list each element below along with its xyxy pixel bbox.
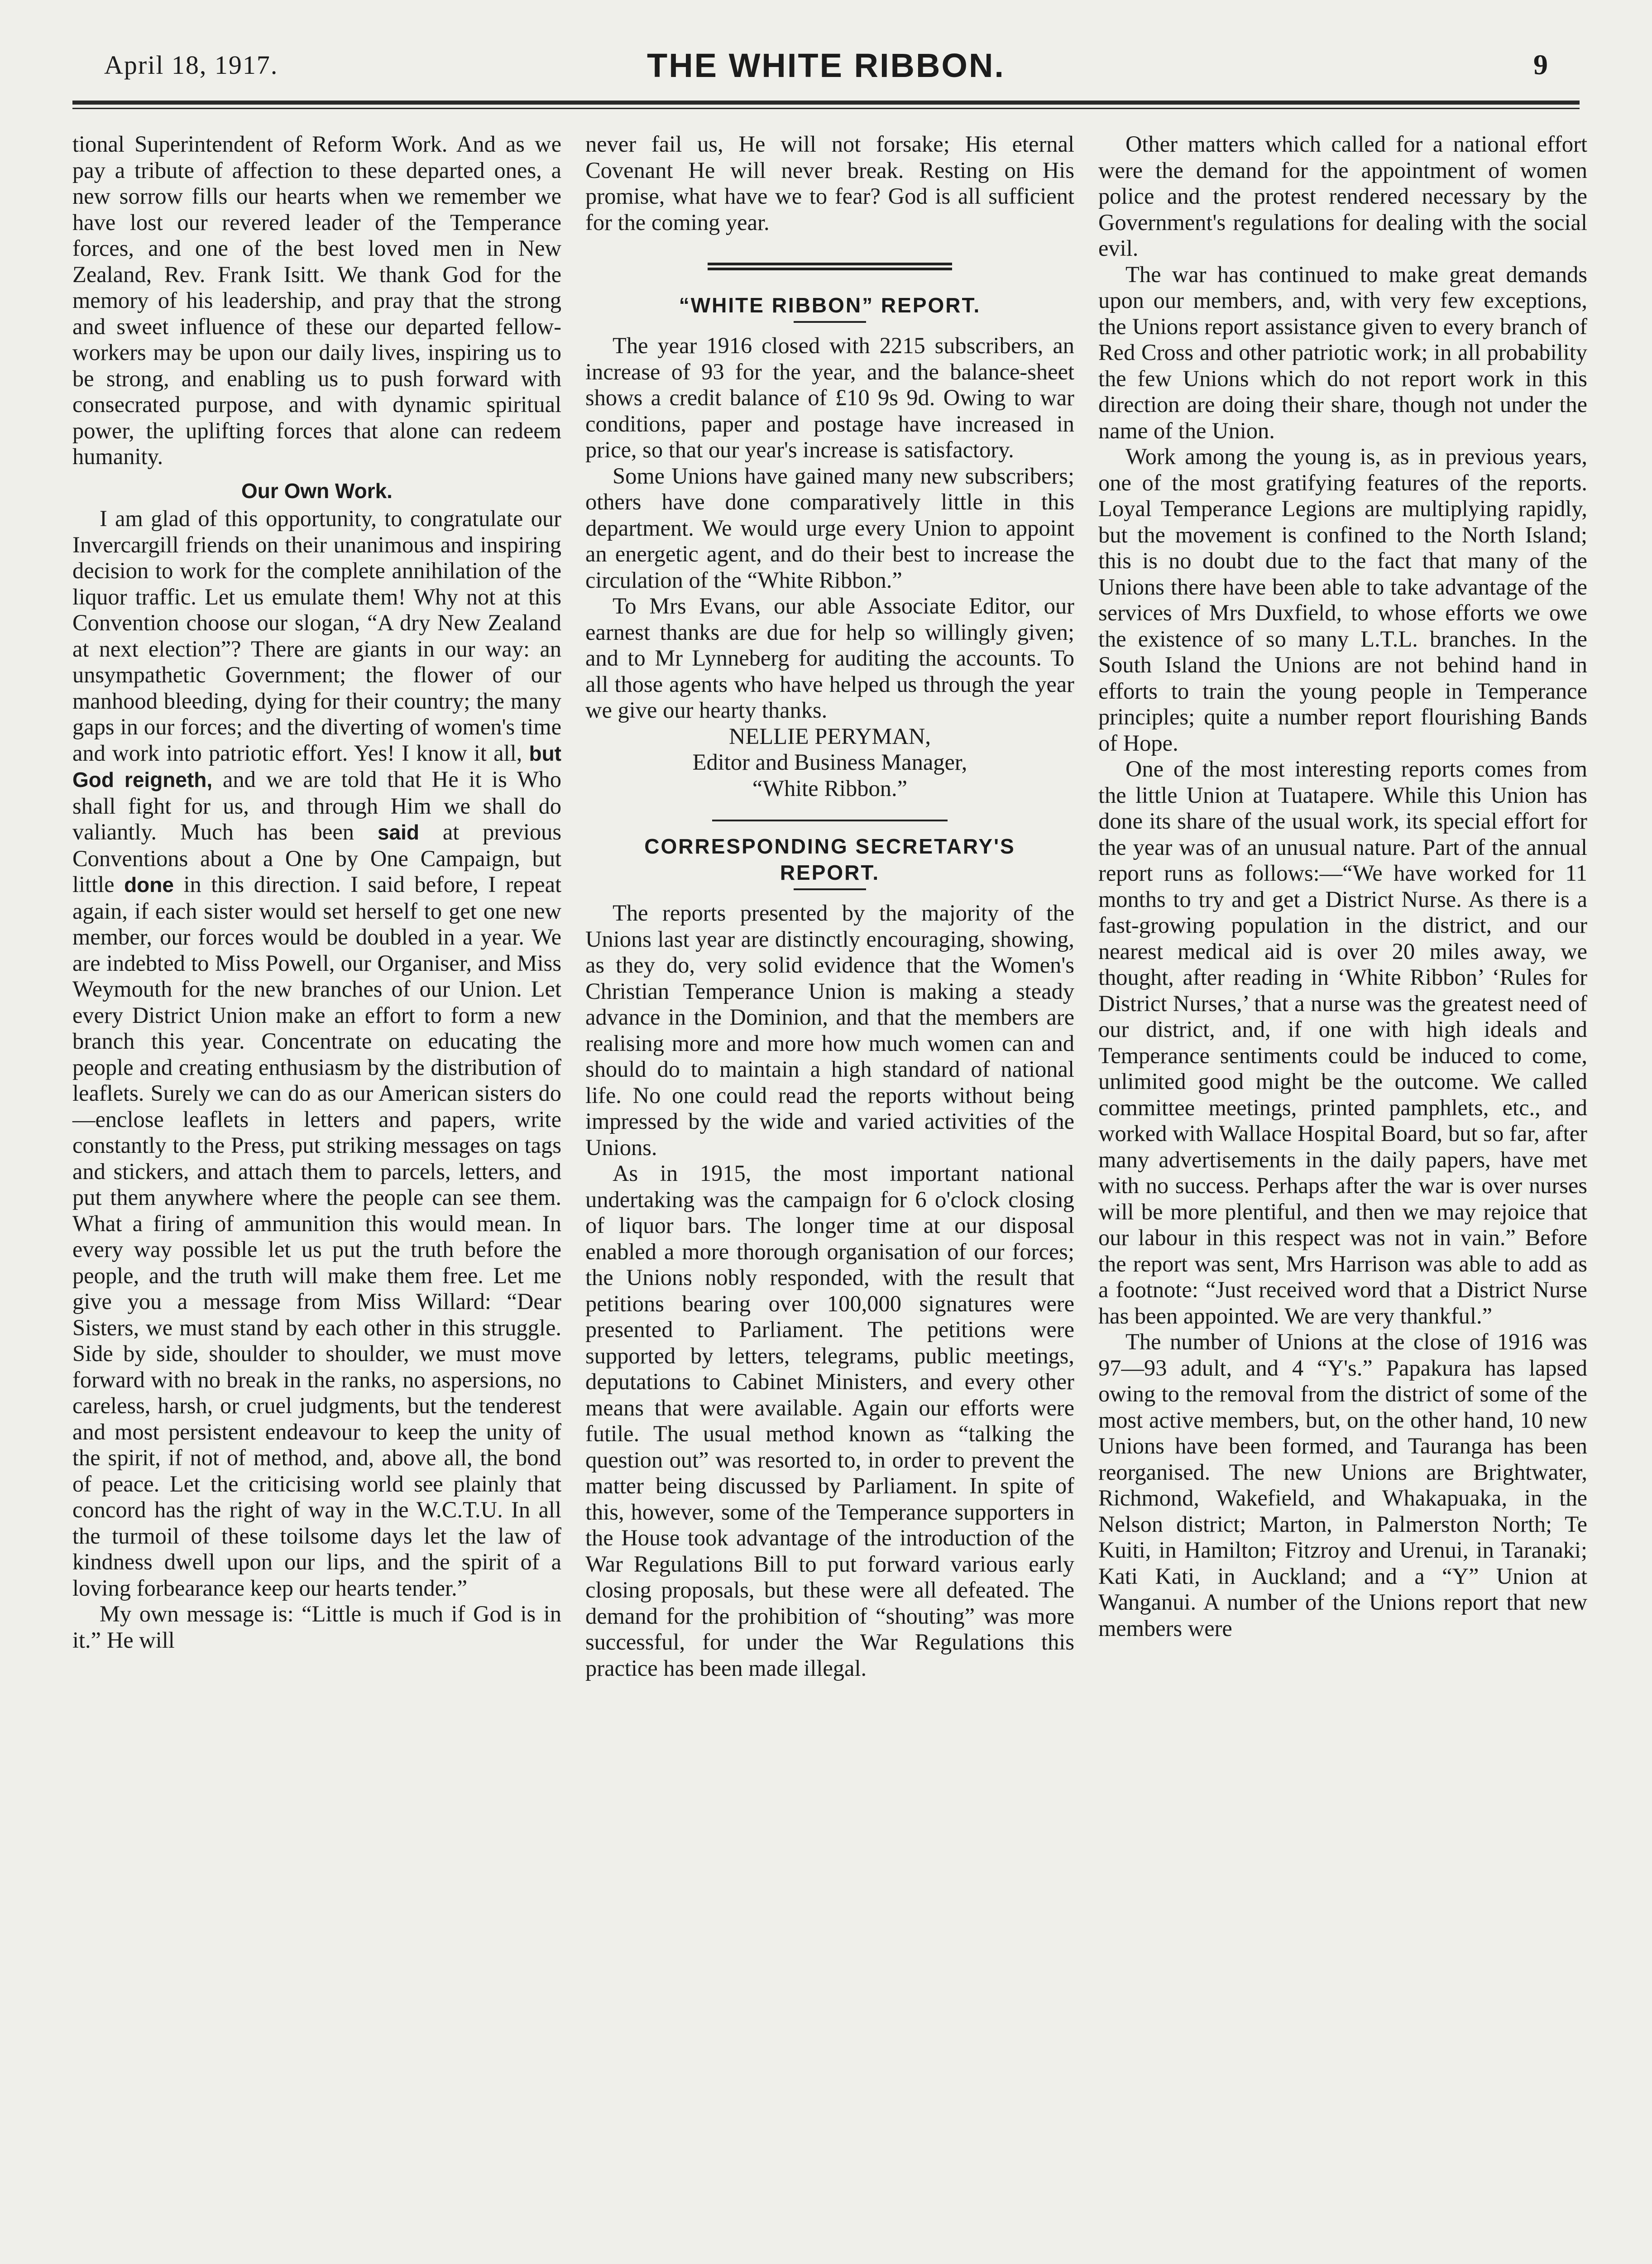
col1-paragraph-2 [72,506,561,1601]
heading-underline [794,321,866,323]
col1-p2-part-b: and we are told that He it is Who shall fight for us, and through Him we shall do valiantly. Much has been [72,767,562,844]
issue-date: April 18, 1917. [104,50,278,80]
col3-paragraph-2: The war has continued to make great demands upon our members, and, with very few exceptions, the Unions report assistance given to every branch of Red Cross and other patriotic work; in all probability the few Unions which do not report work in this direction are doing their share, though not under the name of the Union. [1098,261,1587,443]
heading-line-1: CORRESPONDING SECRETARY'S [644,835,1015,858]
heading-corresponding-secretary [585,833,1074,886]
header-rule-thin [72,108,1580,109]
signature-name: NELLIE PERYMAN, [728,723,931,749]
section-separator [708,263,952,270]
col2-paragraph-2: The year 1916 closed with 2215 subscribers, an increase of 93 for the year, and the balance-sheet shows a credit balance of £10 9s 9d. Owing to war conditions, paper and postage have increased in price, so that our year's increase is satisfactory. [585,333,1074,462]
signature-paper: “White Ribbon.” [752,775,908,801]
heading-line-2: REPORT. [780,861,880,884]
col3-paragraph-3: Work among the young is, as in previous years, one of the most gratifying features of the reports. Loyal Temperance Legions are multiplying rapidly, but the movement is confined to the North Island; this is no doubt due to the fact that many of the Unions there have been able to take advantage of the services of Mrs Duxfield, to whose efforts we owe the existence of so many L.T.L. branches. In the South Island the Unions are not behind hand in efforts to train the young people in Temperance principles; quite a number report flourishing Bands of Hope. [1098,444,1587,756]
col2-paragraph-6: As in 1915, the most important national undertaking was the campaign for 6 o'clock closing of liquor bars. The longer time at our disposal enabled a more thorough organisation of our forces; the Unions nobly responded, with the result that petitions bearing over 100,000 signatures were presented to Parliament. The petitions were supported by letters, telegrams, public meetings, deputations to Cabinet Ministers, and every other means that were available. Again our efforts were futile. The usual method known as “talking the question out” was resorted to, in order to prevent the matter being discussed by Parliament. In spite of this, however, some of the Temperance supporters in the House took advantage of the introduction of the War Regulations Bill to put forward various early closing proposals, but these were all defeated. The demand for the prohibition of “shouting” was more successful, for under the War Regulations this practice has been made illegal. [585,1161,1074,1681]
col2-paragraph-3: Some Unions have gained many new subscribers; others have done comparatively little in this department. We would urge every Union to appoint an energetic agent, and do their best to increase the circulation of the “White Ribbon.” [585,463,1074,593]
col1-p2-part-c: at previous Conventions about a One by One Campaign, but little [72,819,562,897]
col1-p2-part-d: in this direction. I said before, I repeat again, if each sister would set herself to get one new member, our forces would be doubled in a year. We are indebted to Miss Powell, our Organiser, and Miss Weymouth for the new branches of our Union. Let every District Union make an effort to form a new branch this year. Concentrate on educating the people and creating enthusiasm by the distribution of leaflets. Surely we can do as our American sisters do—enclose leaflets in letters and papers, write constantly to the Press, put striking messages on tags and stickers, and attach them to parcels, letters, and put them anywhere where the people can see them. What a firing of ammunition this would mean. In every way possible let us put the truth before the people, and the truth will make them free. Let me give you a message from Miss Willard: “Dear Sisters, we must stand by each other in this struggle. Side by side, shoulder to shoulder, we must move forward with no break in the ranks, no aspersions, no careless, harsh, or cruel judgments, but the tenderest and most persistent endeavour to keep the unity of the spirit, if not of method, and, above all, the bond of peace. Let the criticising world see plainly that concord has the right of way in the W.C.T.U. In all the turmoil of these toilsome days let the law of kindness dwell upon our lips, and the spirit of a loving forbearance keep our hearts tender.” [72,872,562,1601]
newspaper-title: THE WHITE RIBBON. [647,47,1005,84]
col3-paragraph-1: Other matters which called for a national effort were the demand for the appointment of women police and the protest rendered necessary by the Government's regulations for dealing with the social evil. [1098,131,1587,261]
col2-paragraph-4: To Mrs Evans, our able Associate Editor, our earnest thanks are due for help so willingly given; and to Mr Lynneberg for auditing the accounts. To all those agents who have helped us through the year we give our hearty thanks. [585,593,1074,723]
column-2 [585,131,1074,1681]
signature-title: Editor and Business Manager, [692,749,967,775]
bold-done: done [124,873,174,897]
header-rule-thick [72,101,1580,105]
col2-paragraph-5: The reports presented by the majority of the Unions last year are distinctly encouraging, showing, as they do, very solid evidence that the Women's Christian Temperance Union is making a steady advance in the Dominion, and that the members are realising more and more how much women can and should do to maintain a high standard of national life. No one could read the reports without being impressed by the wide and varied activities of the Unions. [585,900,1074,1160]
col3-paragraph-5: The number of Unions at the close of 1916 was 97—93 adult, and 4 “Y's.” Papakura has lapsed owing to the removal from the district of some of the most active members, but, on the other hand, 10 new Unions have been formed, and Tauranga has been reorganised. The new Unions are Brightwater, Richmond, Wakefield, and Whakapuaka, in the Nelson district; Marton, in Palmerston North; Te Kuiti, in Hamilton; Fitzroy and Urenui, in Taranaki; Kati Kati, in Auckland; and a “Y” Union at Wanganui. A number of the Unions report that new members were [1098,1329,1587,1641]
subheading-our-own-work: Our Own Work. [241,479,393,503]
column-1 [72,131,561,1653]
col1-paragraph-3: My own message is: “Little is much if God is in it.” He will [72,1601,561,1653]
column-3 [1098,131,1587,1641]
col1-p2-part-a: I am glad of this opportunity, to congratulate our Invercargill friends on their unanimous and inspiring decision to work for the complete annihilation of the liquor traffic. Let us emulate them! Why not at this Convention choose our slogan, “A dry New Zealand at next election”? There are giants in our way: an unsympathetic Government; the flower of our manhood bleeding, dying for their country; the many gaps in our forces; and the diverting of women's time and work into patriotic effort. Yes! I know it all, [72,506,561,766]
bold-god-reigneth: but God reigneth, [72,741,561,791]
heading-underline-2 [794,888,866,890]
col3-paragraph-4: One of the most interesting reports comes from the little Union at Tuatapere. While this Union has done its share of the usual work, its special effort for the year was of an unusual nature. Part of the annual report runs as follows:—“We have worked for 11 months to try and get a District Nurse. As there is a fast-growing population in the district, and our nearest medical aid is over 20 miles away, we thought, after reading in ‘White Ribbon’ ‘Rules for District Nurses,’ that a nurse was the greatest need of our district, and, if one with high ideals and Temperance sentiments could be induced to come, unlimited good might be the outcome. We called committee meetings, printed pamphlets, etc., and worked with Wallace Hospital Board, but so far, after many advertisements in the daily papers, have met with no success. Perhaps after the war is over nurses will be more plentiful, and then we may rejoice that our labour in this respect was not in vain.” Before the report was sent, Mrs Harrison was able to add as a footnote: “Just received word that a District Nurse has been appointed. We are very thankful.” [1098,756,1587,1329]
heading-white-ribbon-report: “WHITE RIBBON” REPORT. [679,293,981,317]
col2-paragraph-1: never fail us, He will not forsake; His eternal Covenant He will never break. Resting on His promise, what have we to fear? God is all sufficient for the coming year. [585,131,1074,235]
bold-said: said [377,820,419,844]
section-separator-2 [712,820,948,821]
masthead [72,41,1580,95]
col1-paragraph-1: tional Superintendent of Reform Work. And as we pay a tribute of affection to these departed ones, a new sorrow fills our hearts when we remember we have lost our revered leader of the Temperance forces, and one of the best loved men in New Zealand, Rev. Frank Isitt. We thank God for the memory of his leadership, and pray that the strong and sweet influence of these our departed fellow-workers may be upon our daily lives, inspiring us to be strong, and enabling us to push forward with consecrated purpose, and with dynamic spiritual power, the uplifting forces that alone can redeem humanity. [72,131,561,469]
page-number: 9 [1533,48,1548,81]
